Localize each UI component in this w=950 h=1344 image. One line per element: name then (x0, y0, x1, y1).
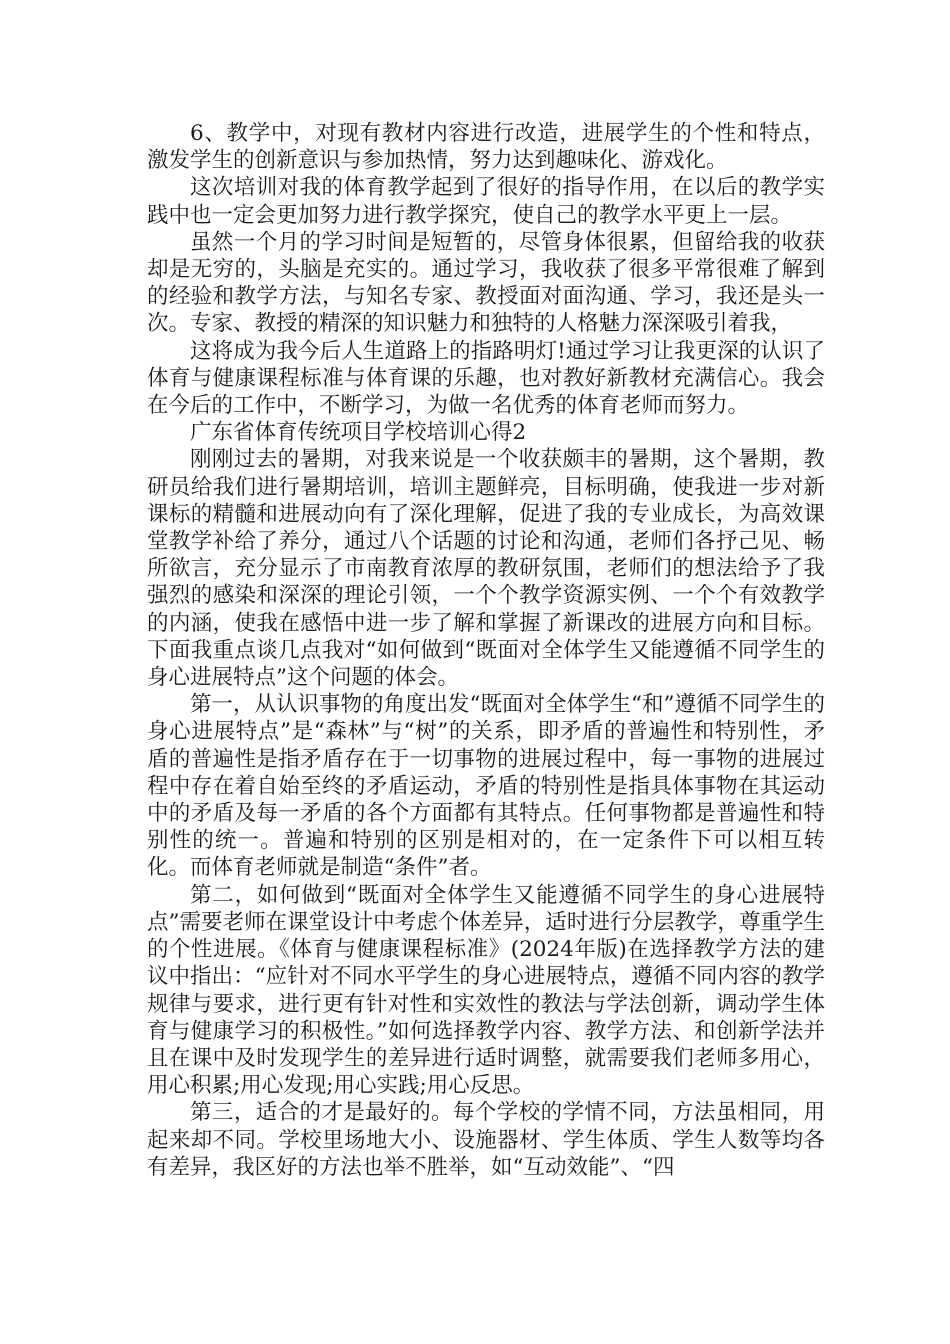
paragraph-4: 这将成为我今后人生道路上的指路明灯!通过学习让我更深的认识了体育与健康课程标准与体育课的乐趣，也对教好新教材充满信心。我会在今后的工作中，不断学习，为做一名优秀的体育老师而努力。 (147, 338, 825, 419)
section-heading: 广东省体育传统项目学校培训心得2 (190, 420, 527, 446)
paragraph-1: 6、教学中，对现有教材内容进行改造，进展学生的个性和特点，激发学生的创新意识与参加热情，努力达到趣味化、游戏化。 (147, 121, 825, 174)
paragraph-2: 这次培训对我的体育教学起到了很好的指导作用，在以后的教学实践中也一定会更加努力进行教学探究，使自己的教学水平更上一层。 (147, 175, 825, 228)
paragraph-6: 第一，从认识事物的角度出发“既面对全体学生“和”遵循不同学生的身心进展特点”是“森林”与“树”的关系，即矛盾的普遍性和特别性，矛盾的普遍性是指矛盾存在于一切事物的进展过程中，每一事物的进展过程中存在着自始至终的矛盾运动，矛盾的特别性是指具体事物在其运动中的矛盾及每一矛盾的各个方面都有其特点。任何事物都是普遍性和特别性的统一。普遍和特别的区别是相对的，在一定条件下可以相互转化。而体育老师就是制造“条件”者。 (147, 692, 825, 881)
paragraph-8: 第三，适合的才是最好的。每个学校的学情不同，方法虽相同，用起来却不同。学校里场地大小、设施器材、学生体质、学生人数等均各有差异，我区好的方法也举不胜举，如“互动效能”、“四 (147, 1100, 825, 1180)
document-body (147, 120, 825, 1181)
paragraph-3: 虽然一个月的学习时间是短暂的，尽管身体很累，但留给我的收获却是无穷的，头脑是充实的。通过学习，我收获了很多平常很难了解到的经验和教学方法，与知名专家、教授面对面沟通、学习，我还是头一次。专家、教授的精深的知识魅力和独特的人格魅力深深吸引着我， (147, 229, 825, 337)
paragraph-7: 第二，如何做到“既面对全体学生又能遵循不同学生的身心进展特点”需要老师在课堂设计中考虑个体差异，适时进行分层教学，尊重学生的个性进展。《体育与健康课程标准》(2024年版)在选择教学方法的建议中指出：“应针对不同水平学生的身心进展特点，遵循不同内容的教学规律与要求，进行更有针对性和实效性的教法与学法创新，调动学生体育与健康学习的积极性。”如何选择教学内容、教学方法、和创新学法并且在课中及时发现学生的差异进行适时调整，就需要我们老师多用心，用心积累;用心发现;用心实践;用心反思。 (147, 882, 825, 1099)
paragraph-5: 刚刚过去的暑期，对我来说是一个收获颇丰的暑期，这个暑期，教研员给我们进行暑期培训，培训主题鲜亮，目标明确，使我进一步对新课标的精髓和进展动向有了深化理解，促进了我的专业成长，为高效课堂教学补给了养分，通过八个话题的讨论和沟通，老师们各抒己见、畅所欲言，充分显示了市南教育浓厚的教研氛围，老师们的想法给予了我强烈的感染和深深的理论引领，一个个教学资源实例、一个个有效教学的内涵，使我在感悟中进一步了解和掌握了新课改的进展方向和目标。下面我重点谈几点我对“如何做到“既面对全体学生又能遵循不同学生的身心进展特点”这个问题的体会。 (147, 447, 825, 691)
